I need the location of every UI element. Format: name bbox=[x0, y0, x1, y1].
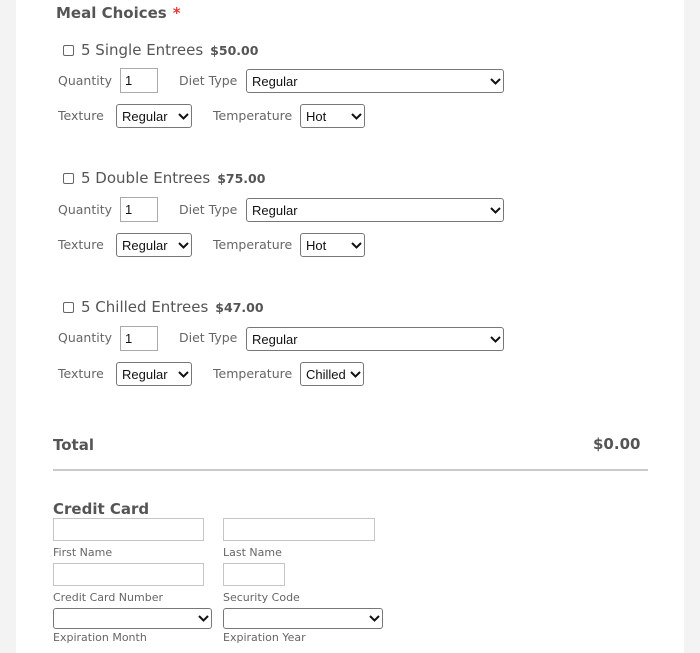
chevron-down-icon bbox=[195, 613, 211, 625]
chevron-down-icon bbox=[348, 239, 364, 251]
product-single-entrees bbox=[63, 41, 258, 59]
chevron-down-icon bbox=[348, 110, 364, 122]
texture-value: Regular bbox=[122, 366, 168, 382]
diet-type-select[interactable] bbox=[246, 198, 504, 222]
temperature-label: Temperature bbox=[213, 366, 293, 381]
chevron-down-icon bbox=[487, 75, 503, 87]
quantity-label: Quantity bbox=[58, 202, 113, 217]
order-form bbox=[16, 0, 684, 653]
security-code-label: Security Code bbox=[223, 591, 300, 604]
chevron-down-icon bbox=[347, 368, 363, 380]
product-name: 5 Single Entrees bbox=[81, 41, 204, 59]
product-price: $47.00 bbox=[215, 299, 264, 315]
texture-select[interactable] bbox=[116, 233, 192, 257]
product-double-entrees bbox=[63, 169, 265, 187]
diet-type-select[interactable] bbox=[246, 327, 504, 351]
temperature-value: Hot bbox=[306, 108, 327, 124]
product-checkbox[interactable] bbox=[63, 173, 74, 184]
first-name-input[interactable] bbox=[53, 518, 204, 541]
quantity-label: Quantity bbox=[58, 73, 113, 88]
diet-type-label: Diet Type bbox=[179, 73, 238, 88]
product-checkbox[interactable] bbox=[63, 45, 74, 56]
chevron-down-icon bbox=[487, 204, 503, 216]
chevron-down-icon bbox=[487, 333, 503, 345]
product-name: 5 Double Entrees bbox=[81, 169, 211, 187]
product-name: 5 Chilled Entrees bbox=[81, 298, 209, 316]
credit-card-number-input[interactable] bbox=[53, 563, 204, 586]
temperature-select[interactable] bbox=[300, 233, 365, 257]
expiration-month-label: Expiration Month bbox=[53, 631, 147, 644]
texture-label: Texture bbox=[58, 366, 104, 381]
temperature-select[interactable] bbox=[300, 362, 364, 386]
quantity-label: Quantity bbox=[58, 330, 113, 345]
texture-value: Regular bbox=[122, 237, 168, 253]
quantity-input[interactable]: 1 bbox=[120, 68, 158, 93]
total-value: $0.00 bbox=[593, 435, 641, 453]
credit-card-number-label: Credit Card Number bbox=[53, 591, 163, 604]
last-name-input[interactable] bbox=[223, 518, 375, 541]
texture-label: Texture bbox=[58, 108, 104, 123]
temperature-label: Temperature bbox=[213, 108, 293, 123]
chevron-down-icon bbox=[175, 110, 191, 122]
last-name-label: Last Name bbox=[223, 546, 282, 559]
total-label: Total bbox=[53, 436, 94, 454]
texture-select[interactable] bbox=[116, 104, 192, 128]
diet-type-label: Diet Type bbox=[179, 202, 238, 217]
diet-type-value: Regular bbox=[252, 331, 298, 347]
meal-choices-heading bbox=[56, 4, 181, 22]
texture-value: Regular bbox=[122, 108, 168, 124]
divider bbox=[53, 469, 648, 471]
product-price: $75.00 bbox=[217, 170, 266, 186]
security-code-input[interactable] bbox=[223, 563, 285, 586]
product-chilled-entrees bbox=[63, 298, 264, 316]
diet-type-value: Regular bbox=[252, 202, 298, 218]
diet-type-label: Diet Type bbox=[179, 330, 238, 345]
diet-type-select[interactable] bbox=[246, 69, 504, 93]
temperature-label: Temperature bbox=[213, 237, 293, 252]
temperature-select[interactable] bbox=[300, 104, 365, 128]
quantity-input[interactable]: 1 bbox=[120, 326, 158, 351]
diet-type-value: Regular bbox=[252, 73, 298, 89]
texture-label: Texture bbox=[58, 237, 104, 252]
expiration-year-label: Expiration Year bbox=[223, 631, 306, 644]
temperature-value: Chilled bbox=[306, 366, 346, 382]
chevron-down-icon bbox=[175, 239, 191, 251]
expiration-month-select[interactable] bbox=[53, 608, 212, 629]
chevron-down-icon bbox=[175, 368, 191, 380]
texture-select[interactable] bbox=[116, 362, 192, 386]
temperature-value: Hot bbox=[306, 237, 327, 253]
credit-card-title: Credit Card bbox=[53, 500, 150, 518]
required-asterisk: * bbox=[172, 4, 181, 22]
expiration-year-select[interactable] bbox=[223, 608, 383, 629]
chevron-down-icon bbox=[366, 613, 382, 625]
meal-choices-title: Meal Choices bbox=[56, 4, 167, 22]
first-name-label: First Name bbox=[53, 546, 113, 559]
product-checkbox[interactable] bbox=[63, 302, 74, 313]
product-price: $50.00 bbox=[210, 42, 259, 58]
quantity-input[interactable]: 1 bbox=[120, 197, 158, 222]
